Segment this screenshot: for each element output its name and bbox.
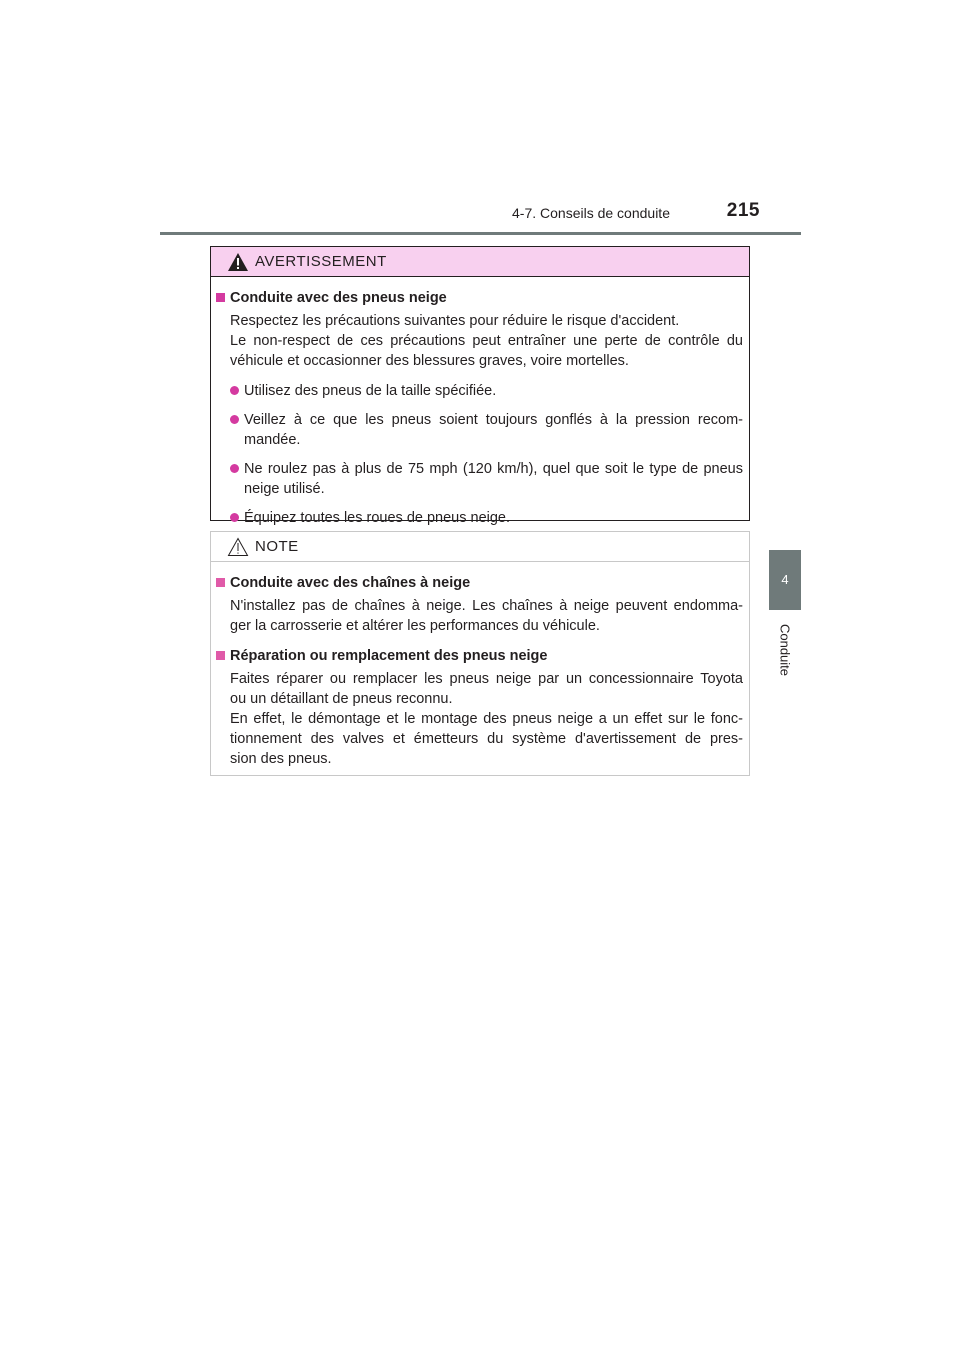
caution-triangle-icon	[227, 537, 249, 557]
warning-intro	[230, 311, 743, 371]
square-bullet-icon	[216, 651, 225, 660]
round-bullet-icon	[230, 513, 239, 522]
note-line: ou un détaillant de pneus reconnu.	[230, 691, 453, 707]
note-paragraph	[230, 669, 743, 769]
warning-body	[211, 277, 749, 528]
warning-heading	[215, 288, 743, 308]
warning-bullet-line: Ne roulez pas à plus de 75 mph (120 km/h), quel que soit le type de pneus	[244, 461, 743, 477]
note-line: Faites réparer ou remplacer les pneus neige par un concessionnaire Toyota	[230, 671, 743, 687]
round-bullet-icon	[230, 464, 239, 473]
note-title: NOTE	[255, 538, 299, 555]
square-bullet-icon	[216, 578, 225, 587]
section-title: 4-7. Conseils de conduite	[512, 205, 670, 221]
header-divider	[160, 232, 801, 235]
warning-bullet	[230, 508, 743, 528]
warning-heading-text: Conduite avec des pneus neige	[230, 290, 447, 306]
warning-bullet-line: Équipez toutes les roues de pneus neige.	[244, 510, 511, 526]
note-line: ger la carrosserie et altérer les performances du véhicule.	[230, 618, 600, 634]
chapter-label	[769, 618, 801, 682]
warning-triangle-icon	[227, 252, 249, 272]
chapter-tab	[769, 550, 801, 610]
warning-bullet-line: Utilisez des pneus de la taille spécifiée.	[244, 383, 497, 399]
warning-bullet-line: mandée.	[244, 432, 301, 448]
chapter-number: 4	[781, 572, 789, 587]
note-body	[211, 562, 749, 769]
note-header	[211, 532, 749, 562]
note-paragraph	[230, 596, 743, 636]
warning-intro-line: Le non-respect de ces précautions peut entraîner une perte de contrôle du	[230, 333, 743, 349]
note-box	[210, 531, 750, 776]
warning-bullet	[230, 381, 743, 401]
note-line: En effet, le démontage et le montage des pneus neige a un effet sur le fonc-	[230, 711, 743, 727]
warning-bullet	[230, 410, 743, 450]
note-line: sion des pneus.	[230, 751, 332, 767]
note-line: N'installez pas de chaînes à neige. Les chaînes à neige peuvent endomma-	[230, 598, 743, 614]
warning-box	[210, 246, 750, 526]
warning-bullet-line: neige utilisé.	[244, 481, 325, 497]
note-line: tionnement des valves et émetteurs du système d'avertissement de pres-	[230, 731, 743, 747]
note-heading-text: Conduite avec des chaînes à neige	[230, 575, 471, 591]
round-bullet-icon	[230, 415, 239, 424]
warning-intro-line: Respectez les précautions suivantes pour réduire le risque d'accident.	[230, 313, 680, 329]
warning-intro-line: véhicule et occasionner des blessures graves, voire mortelles.	[230, 353, 629, 369]
note-heading	[215, 646, 743, 666]
note-heading-text: Réparation ou remplacement des pneus neige	[230, 648, 548, 664]
warning-title: AVERTISSEMENT	[255, 253, 387, 270]
square-bullet-icon	[216, 293, 225, 302]
round-bullet-icon	[230, 386, 239, 395]
chapter-label-text: Conduite	[777, 623, 793, 677]
page-number: 215	[726, 200, 760, 221]
warning-bullet-line: Veillez à ce que les pneus soient toujours gonflés à la pression recom-	[244, 412, 743, 428]
note-heading	[215, 573, 743, 593]
warning-header	[211, 247, 749, 277]
warning-bullet	[230, 459, 743, 499]
